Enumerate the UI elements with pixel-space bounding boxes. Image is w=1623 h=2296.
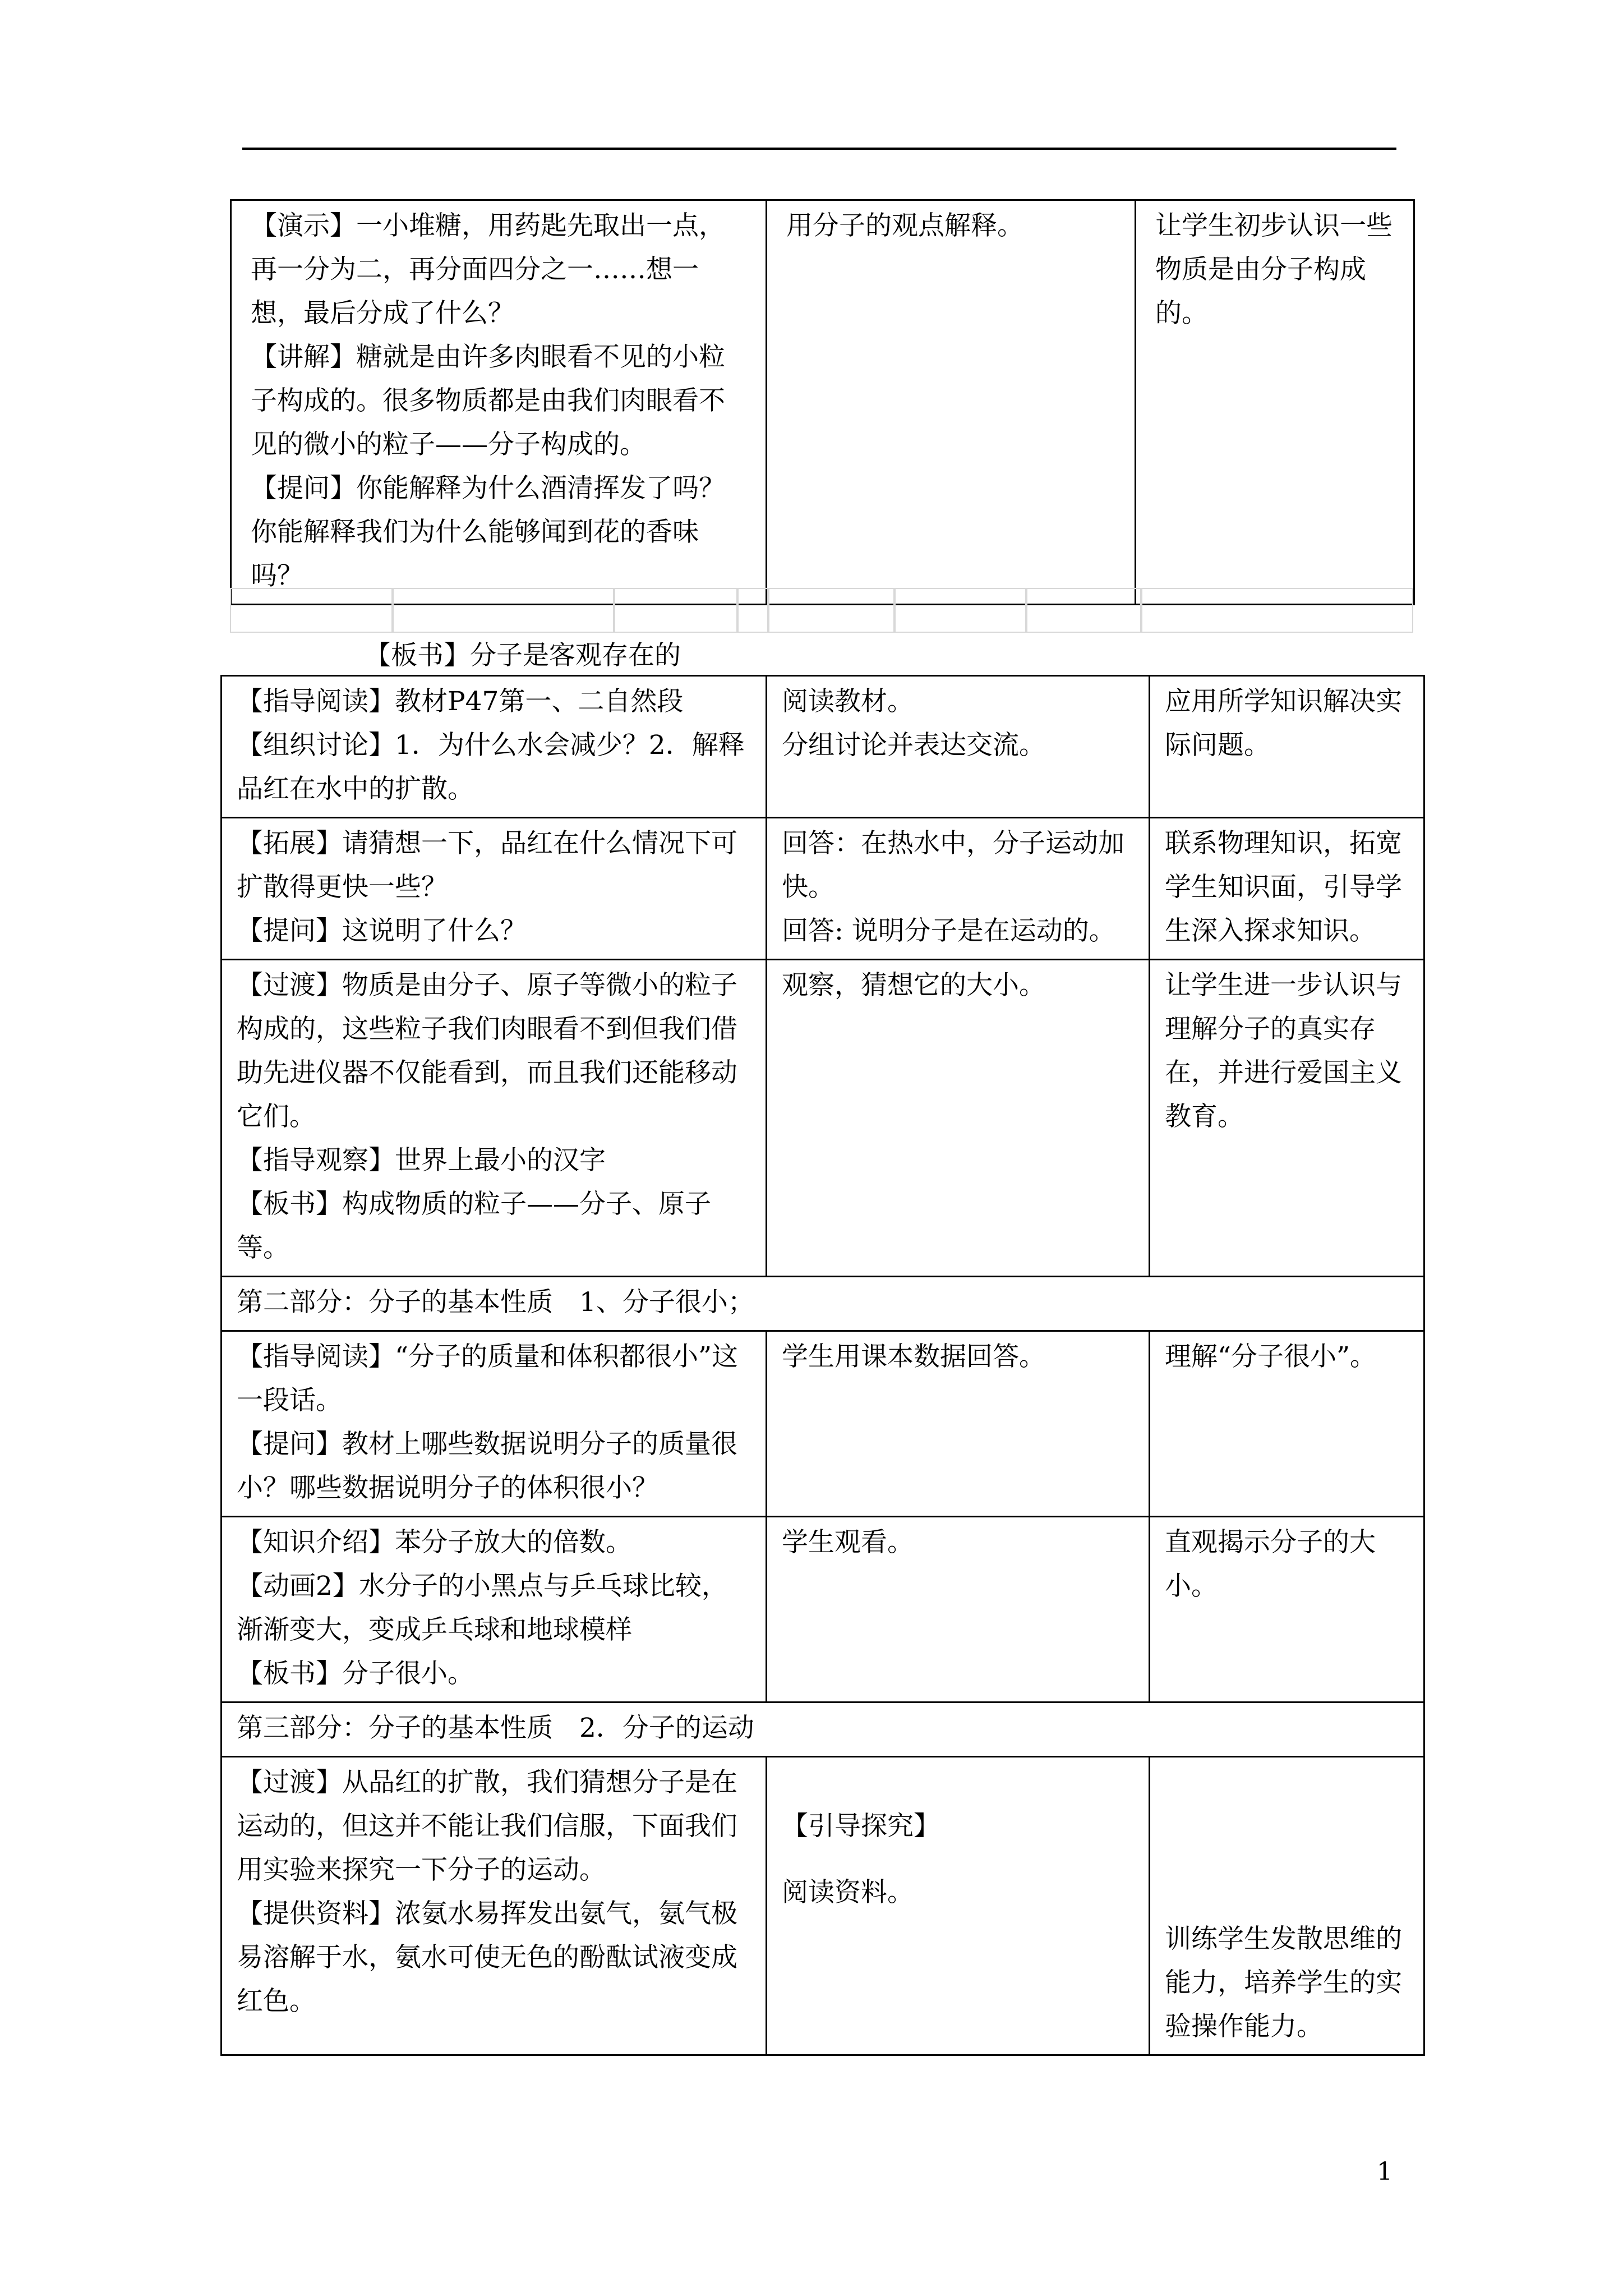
empty-table-row bbox=[230, 588, 1413, 633]
table-row bbox=[222, 1331, 1424, 1517]
cell-line: 【知识介绍】苯分子放大的倍数。 bbox=[237, 1527, 632, 1558]
section-heading: 第二部分：分子的基本性质 1、分子很小； bbox=[222, 1277, 1424, 1331]
cell-line: 观察，猜想它的大小。 bbox=[782, 970, 1045, 1001]
cell-line: 【过渡】从品红的扩散，我们猜想分子是在运动的，但这并不能让我们信服，下面我们用实验来探究一下分子的运动。 bbox=[237, 1767, 737, 1885]
table-row bbox=[222, 1757, 1424, 2055]
student-activity-cell bbox=[767, 676, 1150, 818]
cell-line: 【指导阅读】教材P47第一、二自然段 bbox=[237, 686, 684, 717]
design-intent-cell bbox=[1150, 960, 1424, 1277]
empty-cell bbox=[393, 588, 614, 633]
question-text: 【提问】你能解释为什么酒清挥发了吗？你能解释我们为什么能够闻到花的香味吗？ bbox=[251, 473, 725, 591]
cell-line: 【提供资料】浓氨水易挥发出氨气，氨气极易溶解于水，氨水可使无色的酚酞试液变成红色。 bbox=[237, 1898, 737, 2017]
teacher-activity-cell bbox=[222, 1331, 767, 1517]
table-row bbox=[222, 960, 1424, 1277]
empty-cell bbox=[737, 588, 768, 633]
teacher-activity-cell bbox=[222, 1517, 767, 1703]
student-activity-cell bbox=[767, 1517, 1150, 1703]
cell-line: 应用所学知识解决实际问题。 bbox=[1165, 686, 1402, 761]
cell-line: 学生用课本数据回答。 bbox=[782, 1341, 1045, 1372]
cell-line: 直观揭示分子的大小。 bbox=[1165, 1527, 1376, 1602]
section-row bbox=[222, 1703, 1424, 1757]
spacer bbox=[782, 1761, 1134, 1805]
cell-line: 联系物理知识，拓宽学生知识面，引导学生深入探求知识。 bbox=[1165, 828, 1402, 946]
student-activity-cell bbox=[767, 960, 1150, 1277]
cell-line: 【拓展】请猜想一下，品红在什么情况下可扩散得更快一些？ bbox=[237, 828, 737, 903]
teacher-activity-cell bbox=[222, 960, 767, 1277]
teacher-activity-cell bbox=[231, 200, 767, 605]
board-note: 【板书】分子是客观存在的 bbox=[365, 640, 681, 671]
cell-line: 回答：在热水中，分子运动加快。 bbox=[782, 828, 1124, 903]
page-number: 1 bbox=[1377, 2157, 1393, 2186]
cell-line: 【提问】教材上哪些数据说明分子的质量很小？哪些数据说明分子的体积很小？ bbox=[237, 1429, 737, 1503]
cell-line: 阅读教材。 bbox=[782, 686, 914, 717]
table-row bbox=[222, 676, 1424, 818]
cell-line: 【指导观察】世界上最小的汉字 bbox=[237, 1145, 606, 1176]
section-row bbox=[222, 1277, 1424, 1331]
design-intent-cell bbox=[1136, 200, 1414, 605]
design-intent-text: 让学生初步认识一些物质是由分子构成的。 bbox=[1155, 210, 1393, 329]
cell-line: 【指导阅读】“分子的质量和体积都很小”这一段话。 bbox=[237, 1341, 739, 1416]
cell-line: 训练学生发散思维的能力，培养学生的实验操作能力。 bbox=[1165, 1924, 1402, 2042]
lesson-table-continued bbox=[230, 199, 1415, 605]
section-heading: 第三部分：分子的基本性质 2．分子的运动 bbox=[222, 1703, 1424, 1757]
cell-line: 【板书】构成物质的粒子——分子、原子等。 bbox=[237, 1189, 711, 1263]
empty-cell bbox=[614, 588, 737, 633]
design-intent-cell bbox=[1150, 676, 1424, 818]
student-activity-cell bbox=[767, 200, 1136, 605]
cell-line: 【板书】分子很小。 bbox=[237, 1658, 474, 1689]
design-intent-cell bbox=[1150, 1517, 1424, 1703]
lesson-table bbox=[220, 675, 1425, 2056]
student-activity-cell bbox=[767, 1757, 1150, 2055]
table-row bbox=[222, 818, 1424, 960]
student-activity-cell bbox=[767, 1331, 1150, 1517]
cell-line: 让学生进一步认识与理解分子的真实存在，并进行爱国主义教育。 bbox=[1165, 970, 1402, 1132]
cell-line: 回答: 说明分子是在运动的。 bbox=[782, 915, 1115, 946]
header-rule bbox=[242, 148, 1396, 150]
demo-text: 【演示】一小堆糖，用药匙先取出一点，再一分为二，再分面四分之一……想一想，最后分成了什么？ bbox=[251, 210, 725, 329]
empty-cell bbox=[1026, 588, 1141, 633]
cell-line: 【引导探究】 bbox=[782, 1811, 940, 1842]
empty-cell bbox=[230, 588, 393, 633]
table-row bbox=[231, 200, 1414, 605]
student-activity-cell bbox=[767, 818, 1150, 960]
cell-line: 学生观看。 bbox=[782, 1527, 914, 1558]
spacer bbox=[782, 1848, 1134, 1871]
cell-line: 阅读资料。 bbox=[782, 1877, 914, 1908]
student-activity-text: 用分子的观点解释。 bbox=[786, 210, 1023, 241]
cell-line: 【组织讨论】1．为什么水会减少？2．解释品红在水中的扩散。 bbox=[237, 730, 745, 804]
table-row bbox=[222, 1517, 1424, 1703]
teacher-activity-cell bbox=[222, 1757, 767, 2055]
design-intent-cell bbox=[1150, 818, 1424, 960]
design-intent-cell bbox=[1150, 1331, 1424, 1517]
empty-cell bbox=[768, 588, 895, 633]
cell-line: 【提问】这说明了什么？ bbox=[237, 915, 527, 946]
empty-cell bbox=[1141, 588, 1413, 633]
empty-cell bbox=[895, 588, 1026, 633]
explain-text: 【讲解】糖就是由许多肉眼看不见的小粒子构成的。很多物质都是由我们肉眼看不见的微小的粒子——分子构成的。 bbox=[251, 342, 725, 460]
cell-line: 分组讨论并表达交流。 bbox=[782, 730, 1045, 761]
cell-line: 理解“分子很小”。 bbox=[1165, 1341, 1377, 1372]
design-intent-cell bbox=[1150, 1757, 1424, 2055]
teacher-activity-cell bbox=[222, 676, 767, 818]
cell-line: 【动画2】水分子的小黑点与乒乓球比较，渐渐变大，变成乒乓球和地球模样 bbox=[237, 1571, 728, 1645]
teacher-activity-cell bbox=[222, 818, 767, 960]
cell-line: 【过渡】物质是由分子、原子等微小的粒子构成的，这些粒子我们肉眼看不到但我们借助先进仪器不仅能看到，而且我们还能移动它们。 bbox=[237, 970, 737, 1132]
